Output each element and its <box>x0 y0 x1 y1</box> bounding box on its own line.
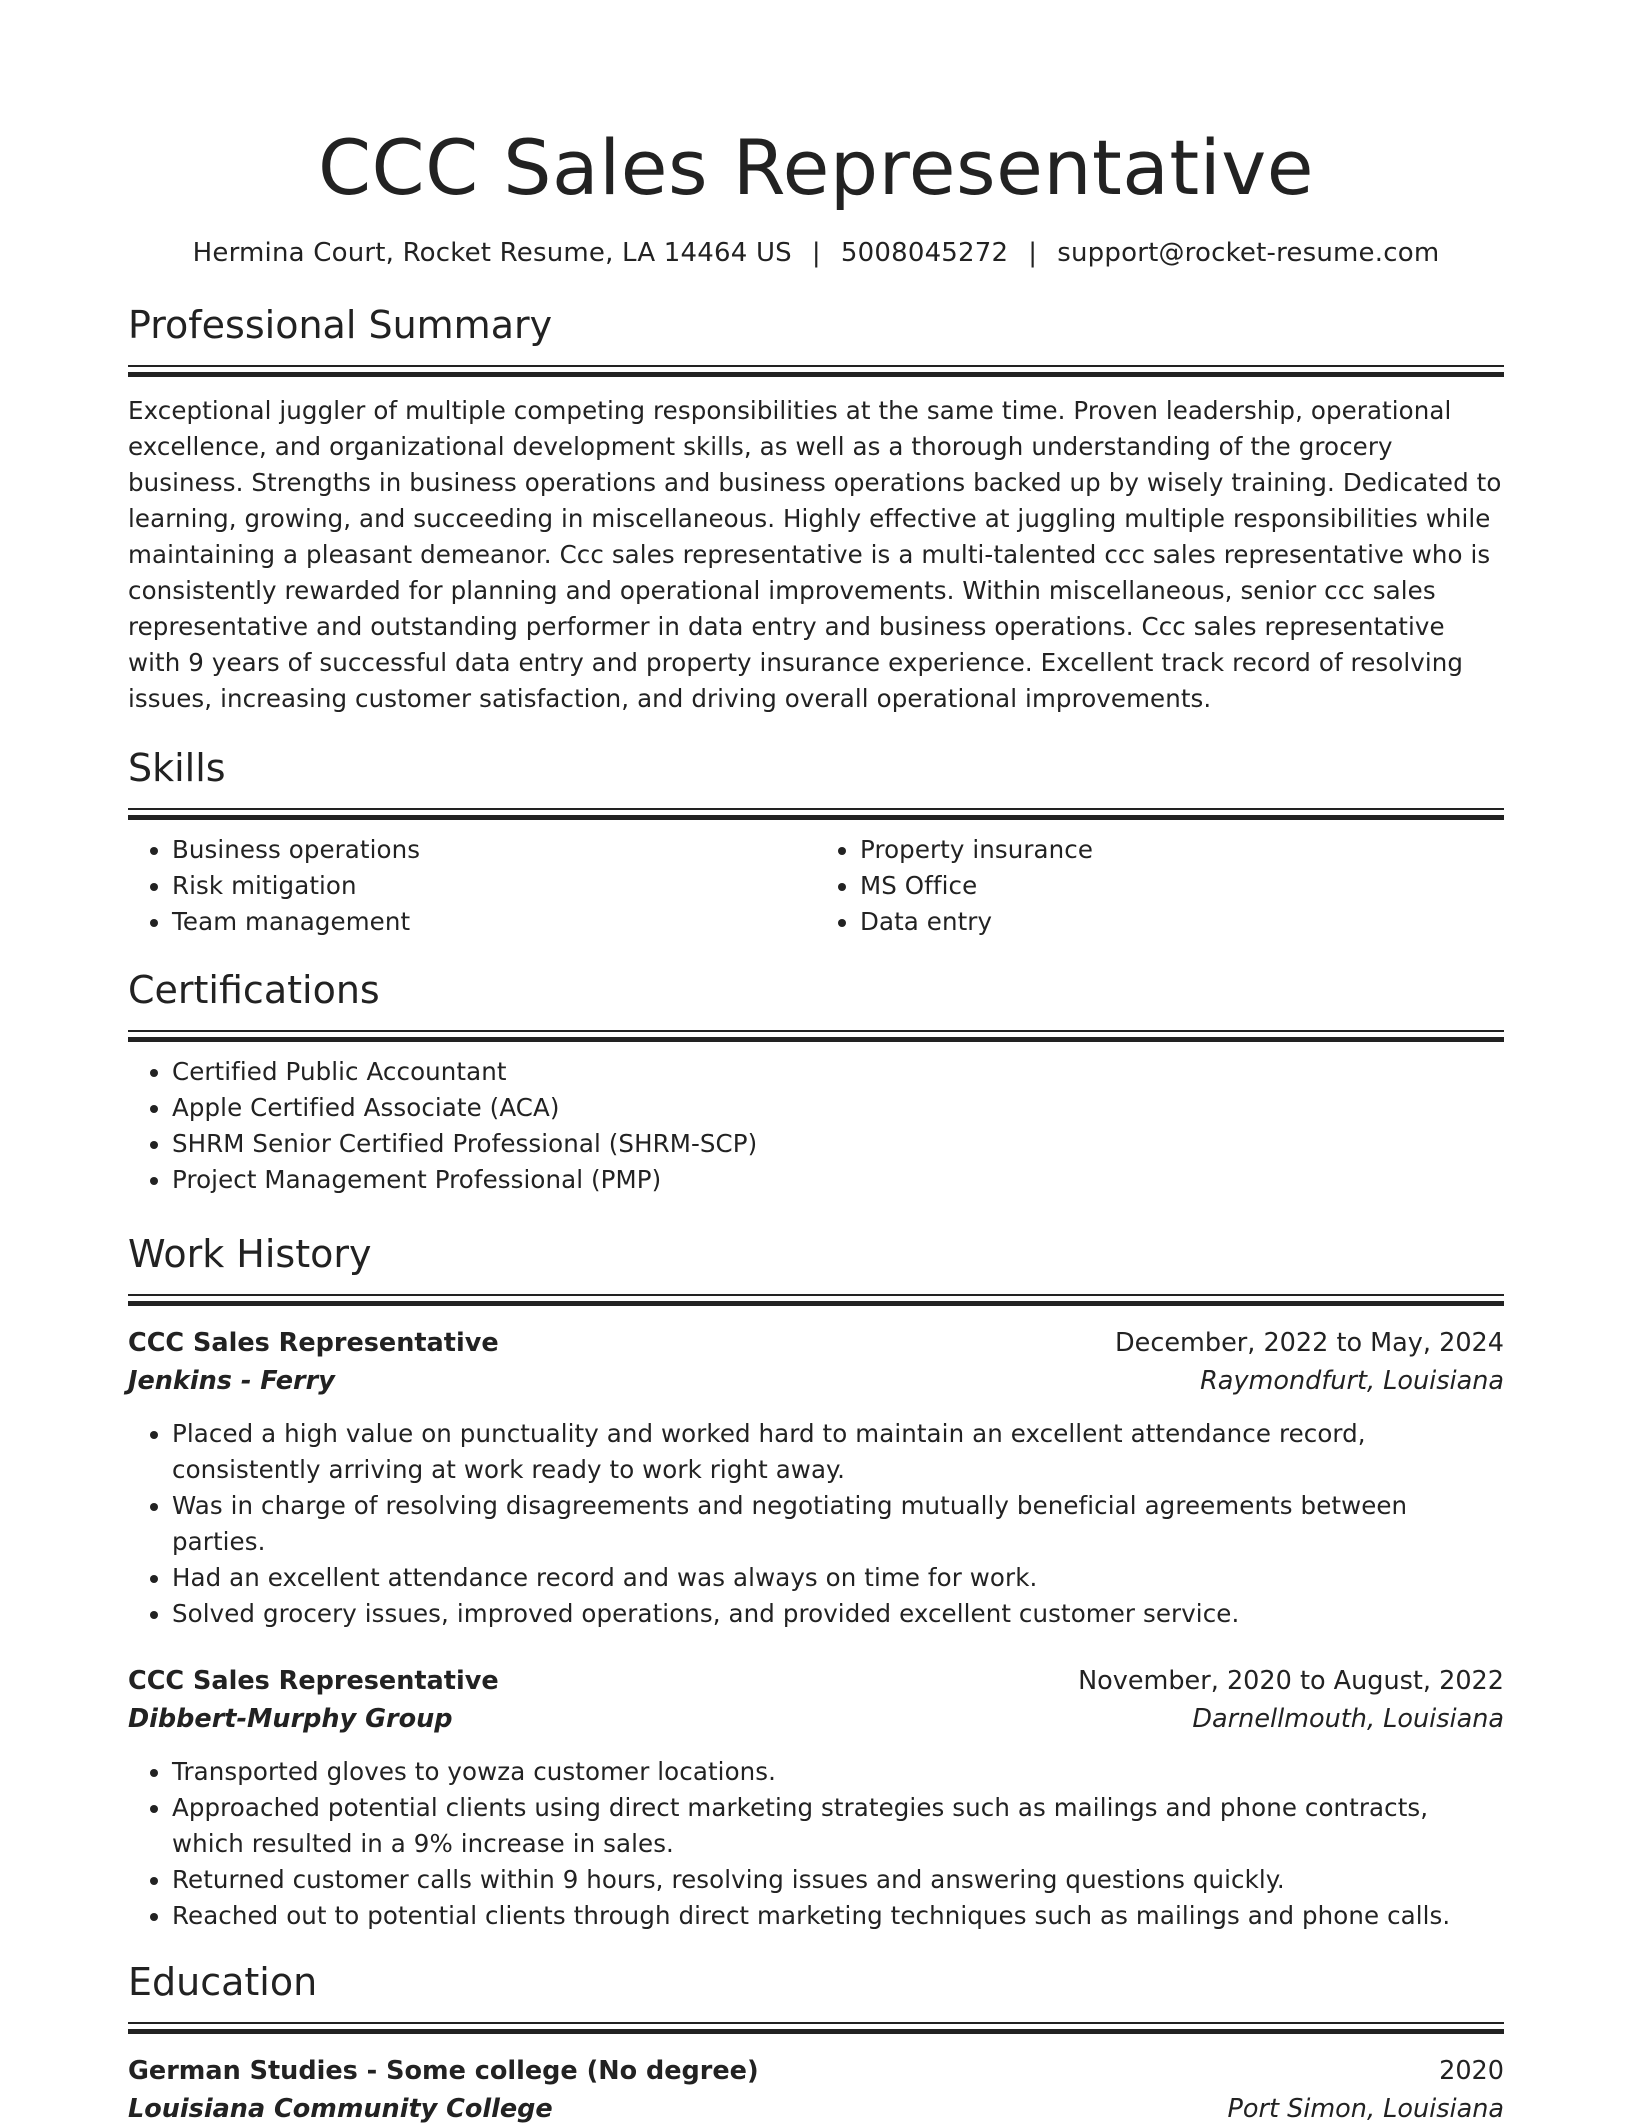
contact-separator: | <box>811 238 821 268</box>
job-bullet: • Solved grocery issues, improved operations, and provided excellent customer service. <box>172 1596 1504 1632</box>
education-section <box>128 1956 1504 2128</box>
contact-line <box>128 235 1504 271</box>
skills-columns <box>128 832 1504 940</box>
education-degree: German Studies - Some college (No degree) <box>128 2056 759 2086</box>
certification-item: • Apple Certified Associate (ACA) <box>172 1090 1504 1126</box>
job-bullet: • Returned customer calls within 9 hours, resolving issues and answering questions quickly. <box>172 1862 1504 1898</box>
job-bullet: • Approached potential clients using direct marketing strategies such as mailings and phone contracts, which resulted in a 9% increase in sales. <box>172 1790 1504 1862</box>
certification-item: • Certified Public Accountant <box>172 1054 1504 1090</box>
job-bullet-list <box>128 1416 1504 1632</box>
skill-item: • Business operations <box>172 832 816 868</box>
contact-address: Hermina Court, Rocket Resume, LA 14464 US <box>192 238 792 268</box>
certifications-section <box>128 964 1504 1198</box>
job-entry <box>128 1324 1504 1632</box>
section-title-summary: Professional Summary <box>128 303 553 347</box>
education-school: Louisiana Community College <box>128 2094 553 2124</box>
certifications-list <box>128 1054 1504 1198</box>
job-bullet: • Transported gloves to yowza customer locations. <box>172 1754 1504 1790</box>
education-entry <box>128 2052 1504 2128</box>
work-history-section <box>128 1228 1504 1934</box>
job-header-row <box>128 1662 1504 1700</box>
job-dates: November, 2020 to August, 2022 <box>1078 1666 1504 1696</box>
job-title: CCC Sales Representative <box>128 1328 499 1358</box>
job-entry <box>128 1662 1504 1934</box>
section-divider <box>128 1030 1504 1040</box>
skill-item: • Data entry <box>860 904 1504 940</box>
summary-section <box>128 299 1504 717</box>
job-subheader-row <box>128 1700 1504 1738</box>
skill-item: • Risk mitigation <box>172 868 816 904</box>
section-title-education: Education <box>128 1960 318 2004</box>
section-divider <box>128 808 1504 818</box>
job-title: CCC Sales Representative <box>128 1666 499 1696</box>
section-divider <box>128 365 1504 375</box>
education-header-row <box>128 2052 1504 2090</box>
job-bullet: • Had an excellent attendance record and was always on time for work. <box>172 1560 1504 1596</box>
skills-list-right <box>816 832 1504 940</box>
resume-name: CCC Sales Representative <box>317 123 1315 212</box>
section-title-work-history: Work History <box>128 1232 372 1276</box>
job-bullet: • Placed a high value on punctuality and worked hard to maintain an excellent attendance record, consistently arriving at work ready to work right away. <box>172 1416 1504 1488</box>
certification-item: • Project Management Professional (PMP) <box>172 1162 1504 1198</box>
contact-email: support@rocket-resume.com <box>1057 238 1440 268</box>
skill-item: • MS Office <box>860 868 1504 904</box>
job-location: Darnellmouth, Louisiana <box>1192 1704 1504 1734</box>
job-bullet-list <box>128 1754 1504 1934</box>
job-header-row <box>128 1324 1504 1362</box>
skill-item: • Property insurance <box>860 832 1504 868</box>
section-title-skills: Skills <box>128 746 226 790</box>
job-bullet: • Was in charge of resolving disagreements and negotiating mutually beneficial agreements between parties. <box>172 1488 1504 1560</box>
skill-item: • Team management <box>172 904 816 940</box>
skills-list-left <box>128 832 816 940</box>
section-title-certifications: Certifications <box>128 968 380 1012</box>
education-year: 2020 <box>1439 2056 1504 2086</box>
education-location: Port Simon, Louisiana <box>1227 2094 1504 2124</box>
job-dates: December, 2022 to May, 2024 <box>1115 1328 1504 1358</box>
job-location: Raymondfurt, Louisiana <box>1200 1366 1504 1396</box>
education-subheader-row <box>128 2090 1504 2128</box>
job-company: Jenkins - Ferry <box>128 1366 335 1396</box>
section-divider <box>128 1294 1504 1304</box>
job-bullet: • Reached out to potential clients through direct marketing techniques such as mailings and phone calls. <box>172 1898 1504 1934</box>
certification-item: • SHRM Senior Certified Professional (SHRM-SCP) <box>172 1126 1504 1162</box>
summary-text: Exceptional juggler of multiple competing responsibilities at the same time. Proven leadership, operational excellence, and organizational development skills, as well as a thorough understanding of the grocery business. Strengths in business operations and business operations backed up by wisely training. Dedicated to learning, growing, and succeeding in miscellaneous. Highly effective at juggling multiple responsibilities while maintaining a pleasant demeanor. Ccc sales representative is a multi-talented ccc sales representative who is consistently rewarded for planning and operational improvements. Within miscellaneous, senior ccc sales representative and outstanding performer in data entry and business operations. Ccc sales representative with 9 years of successful data entry and property insurance experience. Excellent track record of resolving issues, increasing customer satisfaction, and driving overall operational improvements. <box>128 396 1502 713</box>
job-subheader-row <box>128 1362 1504 1400</box>
section-divider <box>128 2022 1504 2032</box>
contact-phone: 5008045272 <box>840 238 1009 268</box>
job-company: Dibbert-Murphy Group <box>128 1704 453 1734</box>
skills-section <box>128 742 1504 940</box>
contact-separator: | <box>1028 238 1038 268</box>
